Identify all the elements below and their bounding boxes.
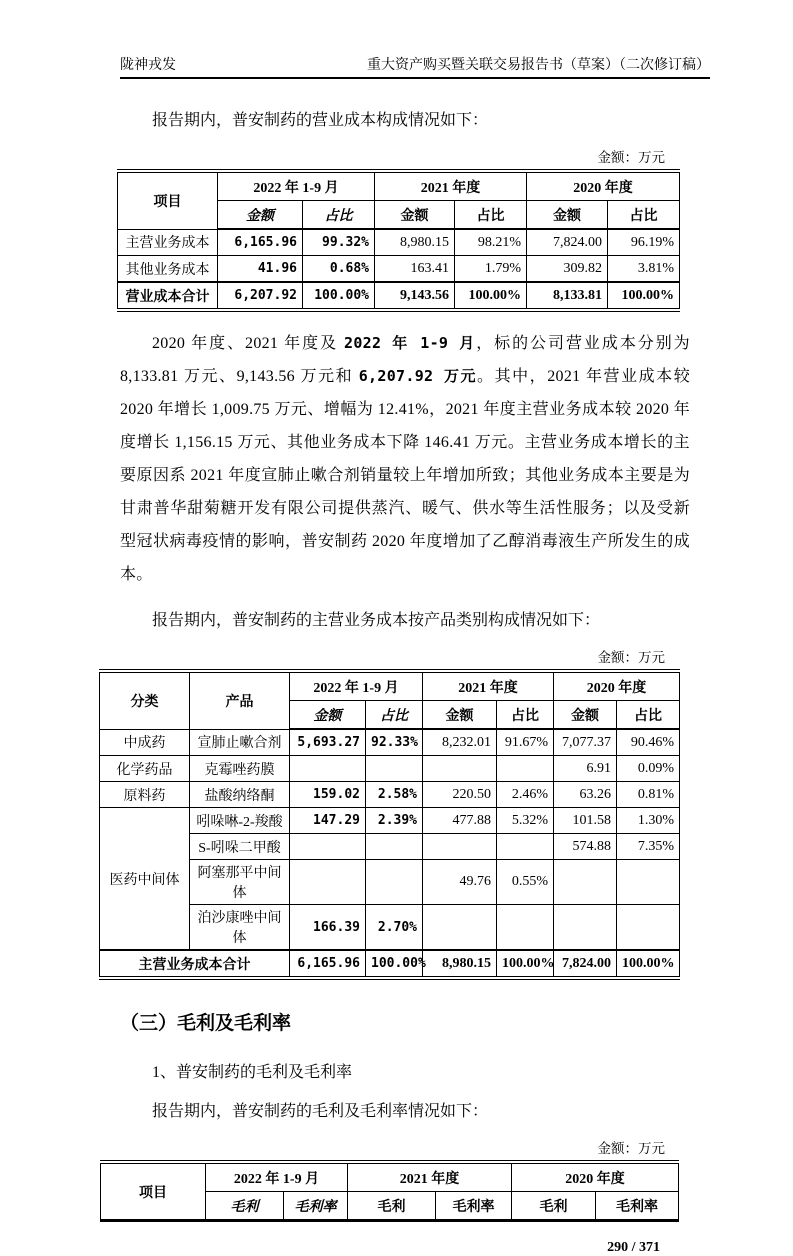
table-cell: [423, 834, 497, 860]
table-cell: 309.82: [527, 256, 608, 283]
col-header-amount: 金额: [375, 201, 455, 230]
table-total-row: [118, 282, 680, 310]
table-cell: 90.46%: [617, 729, 680, 756]
col-header-period-2022: 2022 年 1-9 月: [218, 171, 375, 201]
table-cell: 100.00%: [366, 950, 423, 978]
col-header-ratio: 占比: [366, 701, 423, 730]
table-cell: 7.35%: [617, 834, 680, 860]
table-cell: 8,980.15: [423, 950, 497, 978]
margin-intro-paragraph: 报告期内，普安制药的毛利及毛利率情况如下：: [152, 1103, 489, 1120]
analysis-segment: 。其中，2021 年营业成本较 2020 年增长 1,009.75 万元、增幅为 12.41%，2021 年度主营业务成本较 2020 年度增长 1,156.15 万元、其他业务成本下降 146.41 万元。主营业务成本增长的主要原因系 2021 年度宣肺止嗽合剂销量较上年增加所致；其他业务成本主要是为甘肃普华甜菊糖开发有限公司提供蒸汽、暖气、供水等生活性服务；以及受新型冠状病毒疫情的影响，普安制药 2020 年度增加了乙醇消毒液生产所发生的成本。: [120, 368, 691, 583]
table-cell: 159.02: [290, 782, 366, 808]
table-row: [101, 1162, 679, 1192]
table-cell: 100.00%: [303, 282, 375, 310]
table-cell: 5,693.27: [290, 729, 366, 756]
table-cell: [423, 756, 497, 782]
table-row: [100, 729, 680, 756]
table-cell: 5.32%: [497, 808, 554, 834]
table-cell: 8,232.01: [423, 729, 497, 756]
col-header-amount: 金额: [290, 701, 366, 730]
table-cell: 6,207.92: [218, 282, 303, 310]
category-cell: 中成药: [100, 729, 190, 756]
table-cell: [290, 756, 366, 782]
table-cell: [423, 905, 497, 951]
table-row: [118, 171, 680, 201]
table-cell: 99.32%: [303, 229, 375, 256]
table-cell: 0.55%: [497, 860, 554, 905]
cost-intro-paragraph: 报告期内，普安制药的营业成本构成情况如下：: [152, 112, 489, 129]
table-cell: [366, 756, 423, 782]
table-cell: 2.46%: [497, 782, 554, 808]
table-cell: 3.81%: [608, 256, 680, 283]
col-header-gross-profit: 毛利: [206, 1192, 284, 1221]
table-cell: [366, 860, 423, 905]
analysis-segment-bold: 6,207.92 万元: [358, 367, 478, 385]
table-cell: 92.33%: [366, 729, 423, 756]
table-cell: 574.88: [554, 834, 617, 860]
product-intro-paragraph: 报告期内，普安制药的主营业务成本按产品类别构成情况如下：: [152, 612, 601, 629]
table-cell: 0.68%: [303, 256, 375, 283]
col-header-product: 产品: [190, 671, 290, 729]
table-cell: [290, 860, 366, 905]
table-cell: 2.58%: [366, 782, 423, 808]
row-label: 主营业务成本: [118, 229, 218, 256]
total-label: 主营业务成本合计: [100, 950, 290, 978]
subheading-puan-gross-margin: 1、普安制药的毛利及毛利率: [152, 1064, 353, 1081]
table-cell: [366, 834, 423, 860]
table-cell: 8,133.81: [527, 282, 608, 310]
col-header-gross-profit: 毛利: [348, 1192, 436, 1221]
table-cell: 96.19%: [608, 229, 680, 256]
col-header-gross-profit: 毛利: [512, 1192, 596, 1221]
table-cell: 6,165.96: [290, 950, 366, 978]
product-cell: 吲哚啉-2-羧酸: [190, 808, 290, 834]
col-header-ratio: 占比: [617, 701, 680, 730]
table-row: [100, 671, 680, 701]
cost-analysis-paragraph: [120, 327, 690, 591]
product-cell: 盐酸纳络酮: [190, 782, 290, 808]
table-cell: [554, 905, 617, 951]
section-heading-gross-margin: （三）毛利及毛利率: [120, 1013, 292, 1034]
col-header-period-2021: 2021 年度: [375, 171, 527, 201]
category-cell: 原料药: [100, 782, 190, 808]
col-header-ratio: 占比: [303, 201, 375, 230]
table-cell: 477.88: [423, 808, 497, 834]
col-header-amount: 金额: [218, 201, 303, 230]
col-header-period-2022: 2022 年 1-9 月: [206, 1162, 348, 1192]
table-cell: 63.26: [554, 782, 617, 808]
product-cell: 克霉唑药膜: [190, 756, 290, 782]
table-cell: 166.39: [290, 905, 366, 951]
row-label: 营业成本合计: [118, 282, 218, 310]
row-label: 其他业务成本: [118, 256, 218, 283]
table-cell: 98.21%: [455, 229, 527, 256]
col-header-gross-margin: 毛利率: [284, 1192, 348, 1221]
col-header-amount: 金额: [527, 201, 608, 230]
product-cell: S-吲哚二甲酸: [190, 834, 290, 860]
table-cell: 41.96: [218, 256, 303, 283]
col-header-category: 分类: [100, 671, 190, 729]
table-total-row: [100, 950, 680, 978]
table-cell: 7,077.37: [554, 729, 617, 756]
unit-note-product: 金额：万元: [597, 650, 665, 665]
table-row: [100, 756, 680, 782]
unit-note-margin: 金额：万元: [597, 1141, 665, 1156]
table-cell: 7,824.00: [554, 950, 617, 978]
table-cell: 101.58: [554, 808, 617, 834]
col-header-period-2021: 2021 年度: [348, 1162, 512, 1192]
table-cell: [497, 834, 554, 860]
table-row: [100, 782, 680, 808]
table-cell: 100.00%: [497, 950, 554, 978]
table-cell: [290, 834, 366, 860]
table-row: [118, 256, 680, 283]
col-header-period-2020: 2020 年度: [554, 671, 680, 701]
col-header-ratio: 占比: [497, 701, 554, 730]
product-cell: 泊沙康唑中间体: [190, 905, 290, 951]
product-cell: 阿塞那平中间体: [190, 860, 290, 905]
table-cell: 91.67%: [497, 729, 554, 756]
table-cell: 147.29: [290, 808, 366, 834]
analysis-segment: 2020 年度、2021 年度及: [152, 335, 344, 352]
table-cell: 100.00%: [455, 282, 527, 310]
col-header-gross-margin: 毛利率: [596, 1192, 679, 1221]
table-cell: 163.41: [375, 256, 455, 283]
table-cell: 1.79%: [455, 256, 527, 283]
doc-header: [120, 0, 710, 79]
col-header-ratio: 占比: [608, 201, 680, 230]
doc-header-right-text: 重大资产购买暨关联交易报告书（草案）（二次修订稿）: [367, 58, 710, 73]
table-cell: 6,165.96: [218, 229, 303, 256]
col-header-amount: 金额: [423, 701, 497, 730]
table-cell: 9,143.56: [375, 282, 455, 310]
page-number: 290 / 371: [607, 1240, 660, 1255]
category-cell: 化学药品: [100, 756, 190, 782]
table-cell: 1.30%: [617, 808, 680, 834]
col-header-ratio: 占比: [455, 201, 527, 230]
table-cell: 0.09%: [617, 756, 680, 782]
col-header-gross-margin: 毛利率: [436, 1192, 512, 1221]
table-cell: 100.00%: [617, 950, 680, 978]
table-cell: [497, 905, 554, 951]
category-cell: 医药中间体: [100, 808, 190, 951]
unit-note-cost: 金额：万元: [597, 150, 665, 165]
table-cell: 2.70%: [366, 905, 423, 951]
col-header-item: 项目: [118, 171, 218, 229]
table-cell: 8,980.15: [375, 229, 455, 256]
table-cell: [497, 756, 554, 782]
table-cell: [554, 860, 617, 905]
table-cell: 6.91: [554, 756, 617, 782]
table-cell: 0.81%: [617, 782, 680, 808]
table-cell: 7,824.00: [527, 229, 608, 256]
table-cell: 220.50: [423, 782, 497, 808]
gross-margin-table: [100, 1160, 679, 1222]
col-header-period-2020: 2020 年度: [527, 171, 680, 201]
table-cell: [617, 905, 680, 951]
analysis-segment: ，标的公司营业成本分别为 8,133.81 万元、9,143.56 万元和: [120, 335, 690, 385]
table-cell: [617, 860, 680, 905]
col-header-period-2021: 2021 年度: [423, 671, 554, 701]
table-cell: 49.76: [423, 860, 497, 905]
col-header-period-2020: 2020 年度: [512, 1162, 679, 1192]
analysis-segment-bold: 2022 年 1-9 月: [344, 334, 477, 352]
operating-cost-table: [117, 169, 680, 312]
col-header-item: 项目: [101, 1162, 206, 1221]
table-cell: 2.39%: [366, 808, 423, 834]
table-cell: 100.00%: [608, 282, 680, 310]
product-cost-table: [99, 669, 680, 980]
col-header-amount: 金额: [554, 701, 617, 730]
col-header-period-2022: 2022 年 1-9 月: [290, 671, 423, 701]
table-row: [100, 808, 680, 834]
product-cell: 宣肺止嗽合剂: [190, 729, 290, 756]
doc-header-left-text: 陇神戎发: [120, 58, 176, 73]
table-row: [118, 229, 680, 256]
